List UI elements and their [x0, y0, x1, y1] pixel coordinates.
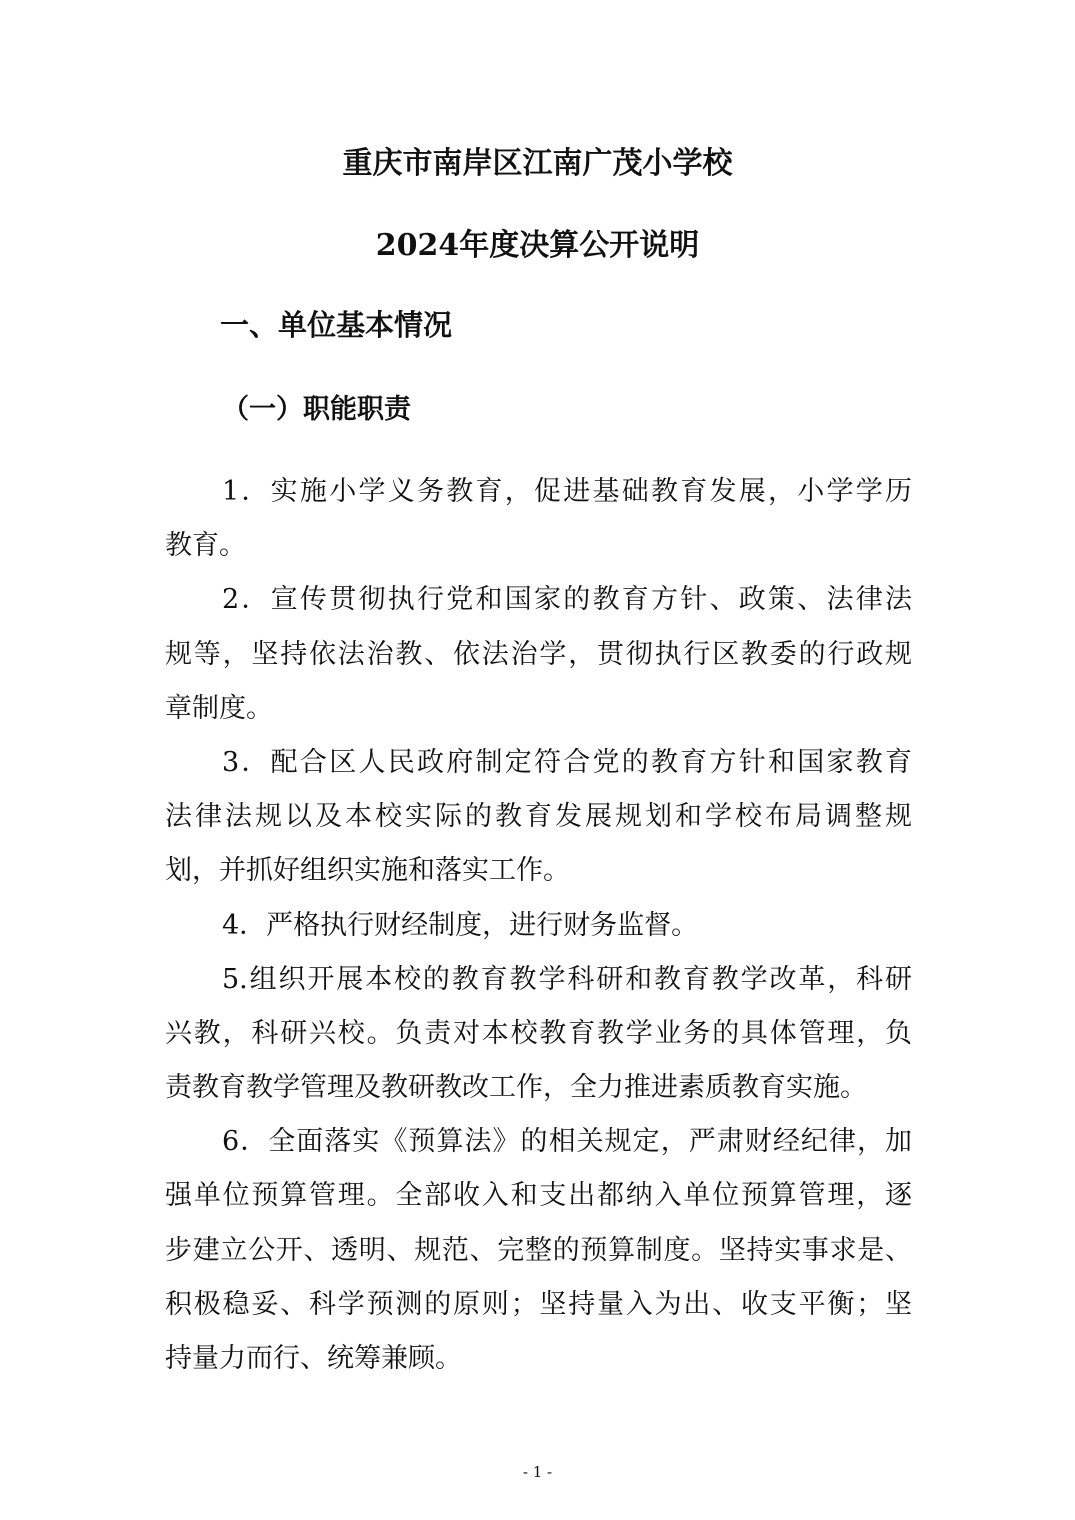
paragraph-line: 持量力而行、统筹兼顾。	[165, 1343, 462, 1374]
document-body	[165, 465, 912, 1386]
paragraph-line: 划，并抓好组织实施和落实工作。	[165, 855, 570, 887]
paragraph	[165, 573, 912, 736]
paragraph-line: 规等，坚持依法治教、依法治学，贯彻执行区教委的行政规	[165, 638, 912, 670]
paragraph-line: 1．实施小学义务教育，促进基础教育发展，小学学历	[222, 476, 912, 507]
subsection-heading: （一）职能职责	[222, 394, 411, 425]
paragraph-line: 5.组织开展本校的教育教学科研和教育教学改革，科研	[222, 963, 912, 995]
page-number: - 1 -	[522, 1463, 553, 1481]
document-title: 重庆市南岸区江南广茂小学校	[342, 146, 733, 181]
paragraph-line: 6．全面落实《预算法》的相关规定，严肃财经纪律，加	[222, 1126, 912, 1158]
paragraph-line: 步建立公开、透明、规范、完整的预算制度。坚持实事求是、	[165, 1234, 912, 1266]
paragraph-line: 法律法规以及本校实际的教育发展规划和学校布局调整规	[165, 801, 912, 833]
paragraph-line: 4．严格执行财经制度，进行财务监督。	[222, 909, 699, 941]
paragraph-line: 2．宣传贯彻执行党和国家的教育方针、政策、法律法	[222, 584, 912, 616]
paragraph-line: 兴教，科研兴校。负责对本校教育教学业务的具体管理，负	[165, 1017, 912, 1049]
paragraph-line: 积极稳妥、科学预测的原则；坚持量入为出、收支平衡；坚	[165, 1288, 912, 1320]
paragraph-line: 强单位预算管理。全部收入和支出都纳入单位预算管理，逐	[165, 1180, 912, 1212]
section-heading: 一、单位基本情况	[220, 308, 453, 342]
paragraph-line: 教育。	[165, 530, 246, 562]
paragraph	[165, 953, 912, 1116]
paragraph-line: 责教育教学管理及教研教改工作，全力推进素质教育实施。	[165, 1072, 867, 1104]
paragraph	[165, 465, 912, 573]
paragraph	[165, 736, 912, 899]
document-subtitle: 2024年度决算公开说明	[375, 228, 700, 263]
paragraph	[165, 1115, 912, 1386]
paragraph	[165, 899, 912, 953]
paragraph-line: 章制度。	[165, 692, 273, 724]
paragraph-line: 3．配合区人民政府制定符合党的教育方针和国家教育	[222, 746, 912, 778]
